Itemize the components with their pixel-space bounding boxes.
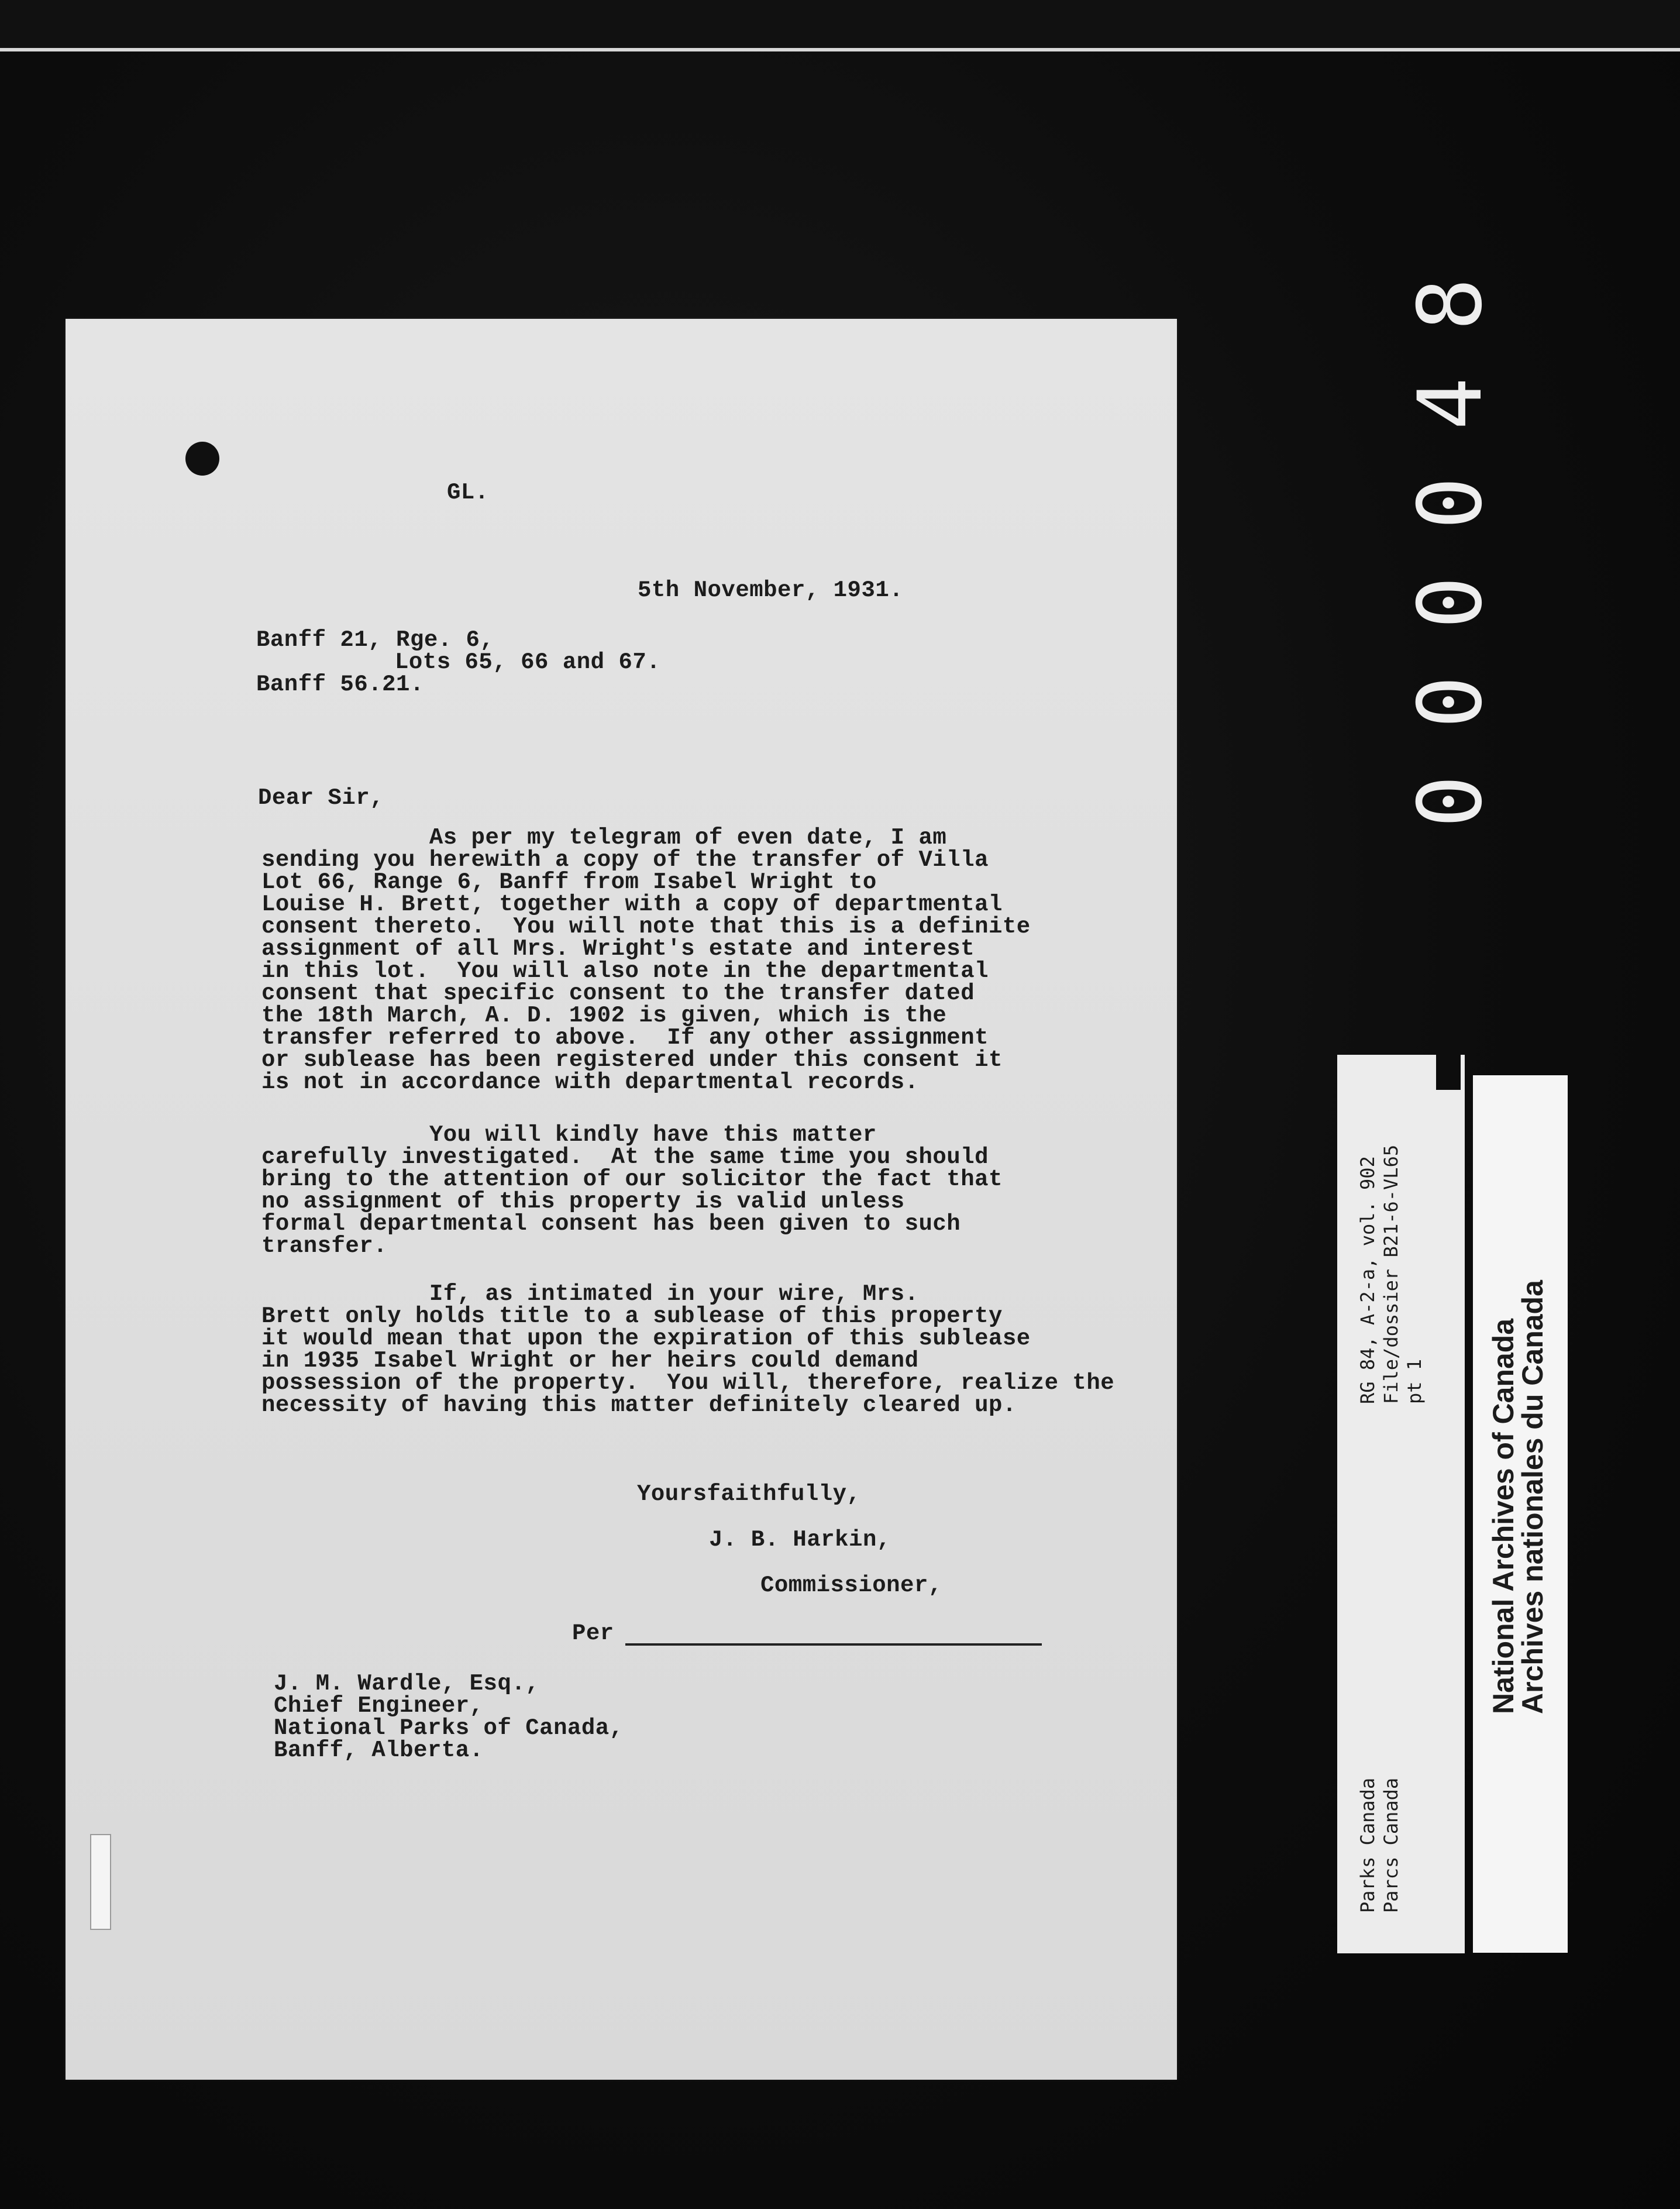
- frame-number-digit: 0: [1400, 775, 1502, 828]
- card-notch: [1436, 1055, 1461, 1090]
- frame-number-digit: 4: [1400, 377, 1502, 431]
- file-code: GL.: [447, 480, 489, 505]
- frame-number-digit: 0: [1400, 675, 1502, 729]
- file-reference-line: Lots 65, 66 and 67.: [395, 649, 661, 675]
- complimentary-close: Yoursfaithfully,: [637, 1481, 861, 1507]
- body-paragraph: You will kindly have this matter carefully investigated. At the same time you should bring to the attention of our solicitor the fact that no assignment of this property is valid unless formal departmental consent has been given to such transfer.: [261, 1122, 1003, 1259]
- body-paragraph: As per my telegram of even date, I am sending you herewith a copy of the transfer of Villa Lot 66, Range 6, Banff from Isabel Wright to Louise H. Brett, together with a copy of departmental consent thereto. You will note that this is a definite assignment of all Mrs. Wright's estate and interest in this lot. You will also note in the departmental consent that specific consent to the transfer dated the 18th March, A. D. 1902 is given, which is the transfer referred to above. If any other assignment or sublease has been registered under this consent it is not in accordance with departmental records.: [261, 825, 1031, 1095]
- file-reference-line: Banff 56.21.: [256, 672, 424, 697]
- frame-number-digit: 0: [1400, 476, 1502, 530]
- signer-title: Commissioner,: [760, 1573, 942, 1598]
- frame-number-digit: 0: [1400, 576, 1502, 629]
- letter-date: 5th November, 1931.: [638, 577, 904, 603]
- film-top-band: [0, 0, 1680, 48]
- recipient-address: J. M. Wardle, Esq., Chief Engineer, National Parks of Canada, Banff, Alberta.: [274, 1671, 624, 1763]
- frame-number: [1401, 263, 1500, 837]
- signer-name: J. B. Harkin,: [709, 1527, 891, 1553]
- salutation: Dear Sir,: [258, 785, 384, 811]
- body-paragraph: If, as intimated in your wire, Mrs. Brett only holds title to a sublease of this property it would mean that upon the expiration of this sublease in 1935 Isabel Wright or her heirs could demand possession of the property. You will, therefore, realize the necessity of having this matter definitely cleared up.: [261, 1281, 1115, 1418]
- punch-hole: [185, 442, 219, 476]
- frame-number-digit: 8: [1400, 277, 1502, 331]
- file-reference-line: Banff 21, Rge. 6,: [256, 627, 494, 653]
- per-label: Per: [572, 1620, 614, 1646]
- paper-tab: [90, 1834, 111, 1930]
- archives-name: National Archives of Canada Archives nationales du Canada: [1487, 1280, 1549, 1714]
- agency-label: Parks Canada Parcs Canada: [1357, 1777, 1402, 1913]
- film-edge-line: [0, 48, 1680, 51]
- archive-reference: RG 84, A-2-a, vol. 902 File/dossier B21-6-VL65 pt 1: [1357, 1144, 1426, 1404]
- signature-line: [625, 1643, 1042, 1646]
- letter-page: [66, 319, 1177, 2080]
